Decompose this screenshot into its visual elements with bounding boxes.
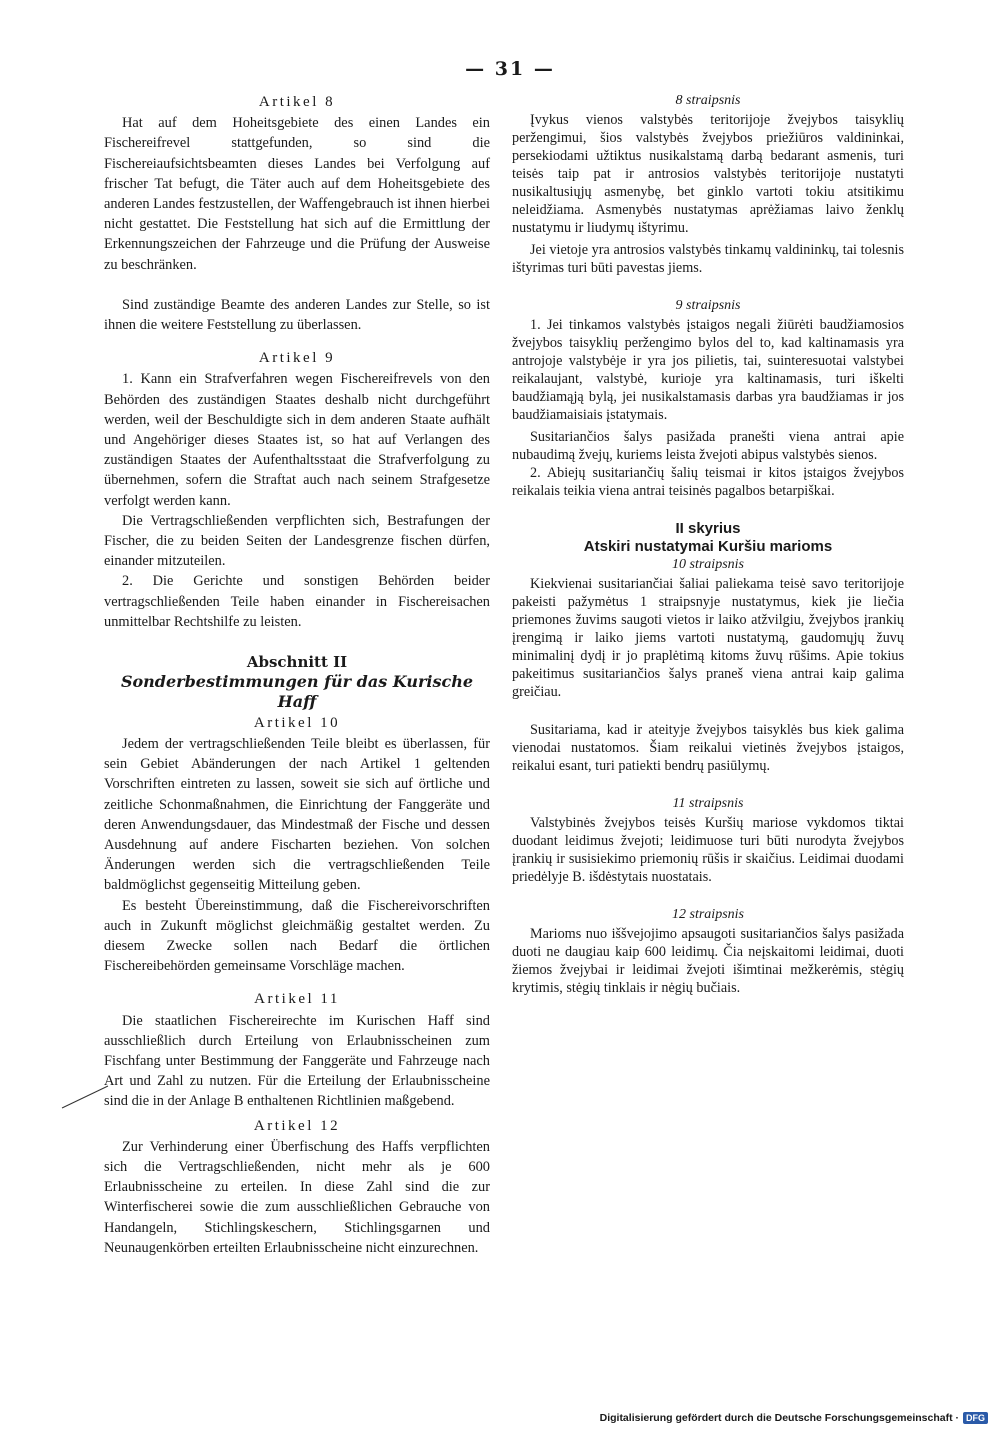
straipsnis-8-heading: 8 straipsnis xyxy=(675,93,741,108)
article-8-heading: Artikel 8 xyxy=(258,94,336,110)
straipsnis-9-heading: 9 straipsnis xyxy=(675,298,741,313)
straipsnis-12-paragraph-1: Marioms nuo iššvejojimo apsaugoti susitariančios šalys pasižada duoti ne daugiau kaip 600 leidimų. Čia neįskaitomi leidimai, duoti žiemos žvejybai ir leidimai žvejoti išimtinai mežkerėmis, stėgių krytimis, stėgių tinklais ir nėgių bučiais. xyxy=(512,926,904,996)
margin-pencil-mark xyxy=(60,1082,110,1112)
article-9-paragraph-1: 1. Kann ein Strafverfahren wegen Fischereifrevels von den Behörden des zuständigen Staates deshalb nicht durchgeführt werden, weil der Beschuldigte sich in dem anderen Staate aufhält und Angehöriger dieses Staates ist, so hat auf Verlangen des zuständigen Staates der Aufenthaltsstaat die Strafverfolgung zu übernehmen, sofern die Straftat auch nach seinem Strafgesetze verfolgt werden kann. xyxy=(104,371,490,509)
article-11-heading: Artikel 11 xyxy=(254,991,340,1008)
article-9-heading: Artikel 9 xyxy=(258,350,336,367)
footer xyxy=(600,1412,988,1424)
lithuanian-column xyxy=(512,92,904,997)
straipsnis-11-heading: 11 straipsnis xyxy=(672,796,744,811)
article-11-paragraph-1: Die staatlichen Fischereirechte im Kurischen Haff sind ausschließlich durch Erteilung von Erlaubnisscheinen zum Fischfang unter Bestimmung der Fanggeräte und Fahrzeuge nach Art und Zahl zu nutzen. Für die Erteilung der Erlaubnisscheine sind die in der Anlage B enthaltenen Richtlinien maßgebend. xyxy=(104,1012,490,1110)
article-10-paragraph-1: Jedem der vertragschließenden Teile bleibt es überlassen, für sein Gebiet Abänderungen der nach Artikel 1 geltenden Vorschriften eintreten zu lassen, soweit sie sich auf örtliche und zeitliche Schonmaßnahmen, die Einrichtung der Fanggeräte und deren Anwendungsdauer, das Mindestmaß der Fische und dessen Ausdehnung auf andere Fischarten beziehen. Von solchen Änderungen werden sich die vertragschließenden Teile baldmöglichst gegenseitig Mitteilung geben. xyxy=(104,735,490,894)
straipsnis-10-paragraph-2: Susitariama, kad ir ateityje žvejybos taisyklės bus kiek galima vienodai nustatomos. Šiam reikalui vietinės žvejybos įstaigos, reikalui esant, turi patiekti bendrų pasiūlymų. xyxy=(512,722,904,774)
section-title: Abschnitt II xyxy=(246,653,348,672)
article-10-heading: Artikel 10 xyxy=(253,714,341,731)
page-number: — 31 — xyxy=(465,58,555,80)
straipsnis-9-paragraph-3: 2. Abiejų susitariančių šalių teismai ir kitos įstaigos žvejybos reikalais teikia viena antrai teisinės pagalbos betarpiškai. xyxy=(512,465,904,499)
article-8-paragraph-2: Sind zuständige Beamte des anderen Landes zur Stelle, so ist ihnen die weitere Feststellung zu überlassen. xyxy=(104,296,490,334)
skyrius-subtitle: Atskiri nustatymai Kuršiu marioms xyxy=(583,538,833,555)
straipsnis-11-paragraph-1: Valstybinės žvejybos teisės Kuršių mariose vykdomos tiktai duodant leidimus žvejoti; leidimuose turi būti nurodyta žvejybos įrankių ir susisiekimo priemonių rūšis ir skaičius. Leidimai duodami priedėlyje B. išdėstytais nuostatais. xyxy=(512,815,904,885)
straipsnis-8-paragraph-1: Įvykus vienos valstybės teritorijoje žvejybos taisyklių peržengimui, šios valstybės žvejybos priežiūros valdininkai, persekiodami užtiktus nusikalstamą darbą bedarant asmenis, turi teisės taip pat ir antrosios valstybės teritorijoje nustatyti nusikaltusiųjų asmenybę, bet ginklo vartoti tokiu atsitikimu neleidžiama. Asmenybės nustatymas aprėžiamas laivo ženklų nustatymu ir liudymų ištyrimu. xyxy=(512,112,904,236)
article-9-paragraph-3: 2. Die Gerichte und sonstigen Behörden beider vertragschließenden Teile haben einander in Fischereisachen unmittelbar Rechtshilfe zu leisten. xyxy=(104,573,490,630)
footer-credit-text: Digitalisierung gefördert durch die Deutsche Forschungsgemeinschaft · xyxy=(599,1412,959,1424)
article-12-heading: Artikel 12 xyxy=(253,1117,341,1134)
article-8-paragraph-1: Hat auf dem Hoheitsgebiete des einen Landes ein Fischereifrevel stattgefunden, so sind die Fischereiaufsichtsbeamten dieses Landes bei Verfolgung auf frischer Tat befugt, die Täter auch auf dem Hoheitsgebiete des anderen Landes festzustellen, der Waffengebrauch ist ihnen hierbei nicht gestattet. Die Feststellung hat sich auf die Ermittlung der Erkennungszeichen der Fahrzeuge und die Prüfung der Ausweise zu beschränken. xyxy=(104,115,490,273)
skyrius-title: II skyrius xyxy=(675,520,741,537)
straipsnis-8-paragraph-2: Jei vietoje yra antrosios valstybės tinkamų valdininkų, tai tolesnis ištyrimas turi būti pavestas jiems. xyxy=(512,242,904,276)
straipsnis-10-paragraph-1: Kiekvienai susitariančiai šaliai paliekama teisė savo teritorijoje pakeisti pažymėtus 1 straipsnyje nustatymus, kiek jie liečia priemones žuvims saugoti vietos ir laiko atžvilgiu, žvejybos įrankių įrengimą ir laiko jiems vartoti nustatymą, gaudomųjų žuvų minimalinį dydį ir jo praplėtimą kitoms žuvų rūšims. Apie tokius pakeitimus susitariančios šalys praneš viena antrai kaip galima greičiau. xyxy=(512,576,904,700)
article-9-paragraph-2: Die Vertragschließenden verpflichten sich, Bestrafungen der Fischer, die zu beiden Seiten der Landesgrenze fischen dürfen, einander mitzuteilen. xyxy=(104,512,490,570)
straipsnis-9-paragraph-2: Susitariančios šalys pasižada pranešti viena antrai apie nubaudimą žvejų, kuriems leista žvejoti abipus valstybės sienos. xyxy=(512,429,904,463)
section-subtitle: Sonderbestimmungen für das Kurische Haff xyxy=(120,672,474,712)
article-10-paragraph-2: Es besteht Übereinstimmung, daß die Fischereivorschriften auch in Zukunft möglichst gleichmäßig gestaltet werden. Zu diesem Zwecke sollen nach Bedarf die örtlichen Fischereibehörden gemeinsame Vorschläge machen. xyxy=(104,897,490,975)
straipsnis-10-heading: 10 straipsnis xyxy=(672,557,744,572)
straipsnis-12-heading: 12 straipsnis xyxy=(672,907,744,922)
dfg-logo-icon: DFG xyxy=(963,1412,988,1424)
german-column xyxy=(104,92,490,1258)
straipsnis-9-paragraph-1: 1. Jei tinkamos valstybės įstaigos negali žiūrėti baudžiamosios žvejybos taisyklių peržengimo bylos del to, kad kaltinamasis yra antrojoje valstybėje ir yra jos pilietis, tai, suinteresuotai valstybei reikalaujant, valstybė, kurioje yra kaltinamasis, turi iškelti baudžiamąją bylą, jei nusikalstamasis darbas yra baudžiamas ir jos baudžiamaisiais įstatymais. xyxy=(512,317,904,423)
article-12-paragraph-1: Zur Verhinderung einer Überfischung des Haffs verpflichten sich die Vertragschließenden, nicht mehr als je 600 Erlaubnisscheine zu erteilen. In diese Zahl sind die zur Winterfischerei sowie die zum ausschließlichen Gebrauche von Handangeln, Stichlingskeschern, Stichlingsgarnen und Neunaugenkörben erteilten Erlaubnisscheine nicht einzurechnen. xyxy=(104,1138,490,1256)
